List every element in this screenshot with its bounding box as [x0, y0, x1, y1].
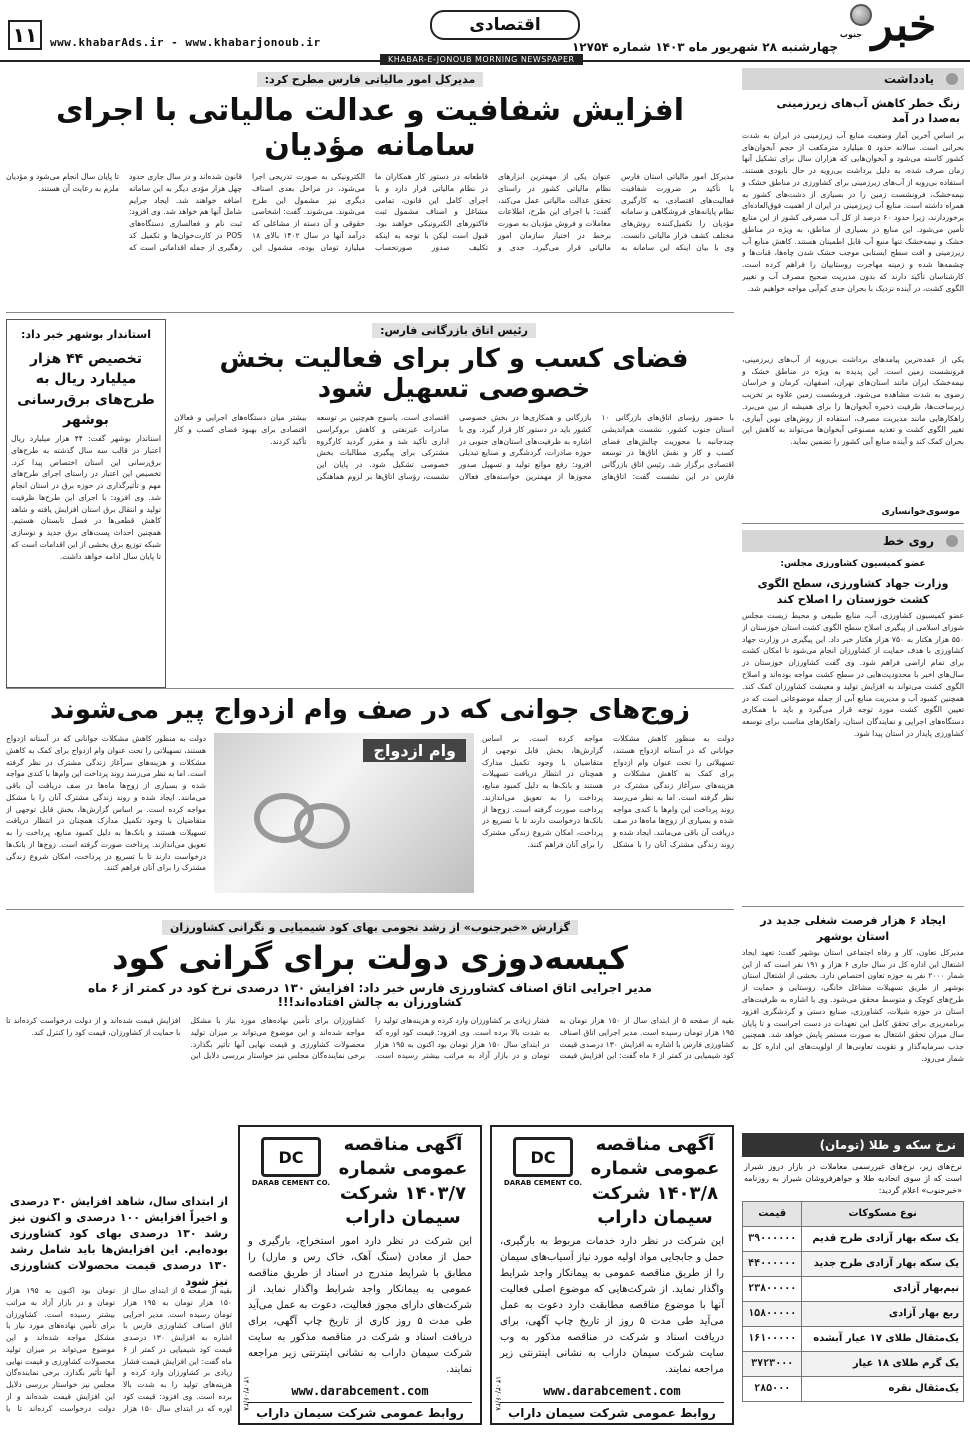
story4-body-continued [6, 1285, 232, 1425]
bushehr-title: تخصیص ۴۴ هزار میلیارد ریال به طرح‌های برق‌رسانی بوشهر [17, 350, 155, 428]
ad2-code: ۱۴۰۳/۰۶/۲۸ [242, 1376, 250, 1411]
yaddasht-title: زنگ خطر کاهش آب‌های زیرزمینی به‌صدا در آمد [776, 97, 960, 126]
masthead [0, 0, 970, 62]
yaddasht-author: موسوی‌خوانساری [881, 506, 960, 517]
price-value: ۱۵۸۰۰۰۰۰ [743, 1301, 802, 1326]
story4-headline: کیسه‌دوزی دولت برای گرانی کود [112, 939, 628, 977]
price-name: یک‌مثقال طلای ۱۷ عیار آبشده [802, 1326, 964, 1351]
logo-subtitle: جنوب [839, 30, 862, 39]
price-name: یک‌مثقال نقره [802, 1376, 964, 1401]
price-value: ۲۸۵۰۰۰ [743, 1376, 802, 1401]
dateline: چهارشنبه ۲۸ شهریور ماه ۱۴۰۳ شماره ۱۲۷۵۴ [571, 40, 838, 54]
story4-body-copy: بقیه از صفحه ۵ از ابتدای سال از ۱۵۰ هزار تومان به ۱۹۵ هزار تومان رسیده است. مدیر اجرایی اتاق اصناف کشاورزی فارس با اشاره به افزایش ۱۳۰ درصدی قیمت کود شیمیایی در کمتر از ۶ ماه گفت: این افزایش قیمت فشار زیادی بر کشاورزان وارد کرده و هزینه‌های تولید را به شدت بالا برده است. وی افزود: قیمت کود اوره که در ابتدای سال ۱۵۰ هزار تومان بود اکنون به ۱۹۵ هزار تومان و در بازار آزاد به مراتب بیشتر رسیده است. کشاورزان برای تأمین نهاده‌های مورد نیاز با مشکل مواجه شده‌اند و این موضوع می‌تواند بر میزان تولید محصولات کشاورزی و قیمت نهایی آنها تأثیر بگذارد. برخی نماینده‌گان مجلس نیز خواستار بررسی دلایل این افزایش قیمت شده‌اند و از دولت درخواست کرده‌اند تا با [6, 1286, 232, 1413]
ad2-body: این شرکت در نظر دارد امور استخراج، بارگیری و حمل از معادن (سنگ آهک، خاک رس و مارل) را مطابق با شرایط مندرج در اسناد از طریق مناقصه عمومی به پیمانکار واجد شرایط واگذار نماید. از شرکت‌های دارای مجوز فعالیت، دعوت به عمل می‌آید طی مدت ۵ روز کاری از تاریخ چاپ آگهی، برای دریافت اسناد و شرکت در مناقصه مذکور به سایت شرکت سیمان داراب به نشانی اینترنتی زیر مراجعه نمایند. [248, 1236, 473, 1376]
ad1-url[interactable]: www.darabcement.com [543, 1384, 681, 1399]
price-name: یک گرم طلای ۱۸ عیار [802, 1351, 964, 1376]
marriage-loan-photo [214, 733, 474, 893]
story3-body: دولت به منظور کاهش مشکلات جوانانی که در آستانه ازدواج هستند، تسهیلاتی را تحت عنوان وام ازدواج برای کمک به کاهش مشکلات و هزینه‌های سرآغاز زندگی مشترک در نظر گرفته است. اما به نظر می‌رسد روند پرداخت این وام‌ها با کندی مواجه شده و بسیاری از زوج‌ها ماه‌ها در صف دریافت آن باقی می‌مانند. ایجاد شده و روند زندگی مشترک آنان را با مشکل مواجه کرده است. بر اساس گزارش‌ها، بخش قابل توجهی از متقاضیان با وجود تکمیل مدارک همچنان در انتظار دریافت تسهیلات هستند و بانک‌ها به دلیل کمبود منابع، پرداخت را به تعویق می‌اندازند. پرداخت صورت گرفته است. زوج‌ها از بانک‌ها درخواست دارند تا با تسریع در پرداخت، امکان شروع زندگی مشترک را برای آنان فراهم کنند. [482, 734, 734, 849]
tender-ad-7 [238, 1125, 482, 1425]
divider [742, 906, 964, 907]
price-value: ۱۶۱۰۰۰۰۰ [743, 1326, 802, 1351]
price-value: ۳۹۰۰۰۰۰۰ [743, 1226, 802, 1251]
price-value: ۳۷۲۳۰۰۰ [743, 1351, 802, 1376]
ad2-footer: روابط عمومی شرکت سیمان داراب [248, 1402, 472, 1420]
tender-ad-8 [490, 1125, 734, 1425]
ring-icon [294, 803, 350, 849]
darab-cement-logo-icon: DC [261, 1137, 321, 1177]
story3-headline: زوج‌های جوانی که در صف وام ازدواج پیر می‌شوند [50, 695, 690, 725]
price-value: ۲۳۸۰۰۰۰۰ [743, 1276, 802, 1301]
darab-logo [500, 1137, 586, 1187]
table-row [743, 1226, 964, 1251]
story3-body-copy: دولت به منظور کاهش مشکلات جوانانی که در آستانه ازدواج هستند، تسهیلاتی را تحت عنوان وام ازدواج برای کمک به کاهش مشکلات و هزینه‌های سرآغاز زندگی مشترک در نظر گرفته است. اما به نظر می‌رسد روند پرداخت این وام‌ها با کندی مواجه شده و بسیاری از زوج‌ها ماه‌ها در صف دریافت آن باقی می‌مانند. ایجاد شده و روند زندگی مشترک آنان را با مشکل مواجه کرده است. بر اساس گزارش‌ها، بخش قابل توجهی از متقاضیان با وجود تکمیل مدارک همچنان در انتظار دریافت تسهیلات هستند و بانک‌ها به دلیل کمبود منابع، پرداخت را به تعویق می‌اندازند. پرداخت صورت گرفته است. زوج‌ها از بانک‌ها درخواست دارند تا با تسریع در پرداخت، امکان شروع زندگی مشترک را برای آنان فراهم کنند. [6, 734, 206, 873]
ad2-url[interactable]: www.darabcement.com [291, 1384, 429, 1399]
english-subtitle: KHABAR-E-JONOUB MORNING NEWSPAPER [380, 54, 583, 65]
website-urls[interactable]: www.khabarAds.ir - www.khabarjonoub.ir [50, 36, 321, 49]
news1-body: عضو کمیسیون کشاورزی، آب، منابع طبیعی و محیط زیست مجلس شورای اسلامی از پیگیری اصلاح سطح الگوی کشت استان خوزستان از ۵۵۰ هزار هکتار به ۷۵۰ هزار هکتار خبر داد. این پیگیری در وزارت جهاد کشاورزی با هدف حمایت از کشاورزان انجام می‌شود تا امکان کشت برای تمام اراضی فراهم شود. وی گفت کشاورزان خوزستان در سال‌های اخیر با محدودیت‌هایی در سطح کشت مواجه بوده‌اند و اصلاح الگوی کشت می‌تواند به افزایش تولید و معیشت کشاورزان کمک کند. همچنین کمبود آب و مدیریت منابع آبی از جمله موضوعاتی است که در تعیین الگوی کشت مورد توجه قرار می‌گیرد و باید با همکاری دستگاه‌های اجرایی و نمایندگان استان، راهکارهای مناسب برای توسعه کشاورزی پایدار در استان پیدا شود. [742, 611, 964, 738]
news2-body: مدیرکل تعاون، کار و رفاه اجتماعی استان بوشهر گفت: تعهد ایجاد اشتغال این اداره کل در سال جاری ۶ هزار و ۱۹۱ نفر است که از این شمار ۲۰۰۰ نفر به حوزه تعاون اختصاص دارد. بخشی از اشتغال استان بوشهر از طریق تسهیلات مشاغل خانگی، روستایی و حمایت از طرح‌های کوچک و متوسط محقق می‌شود. وی با اشاره به ظرفیت‌های استان در حوزه شیلات، کشاورزی، صنایع دستی و گردشگری افزود برنامه‌ریزی برای تحقق کامل این تعهدات در دست اجراست و تا پایان سال میزان تحقق اشتغال به صورت مستمر پایش خواهد شد. همچنین جذب سرمایه‌گذار و تقویت تعاونی‌ها از اولویت‌های این اداره کل به شمار می‌رود. [742, 947, 964, 1063]
price-name: ربع بهار آزادی [802, 1301, 964, 1326]
table-row [743, 1251, 964, 1276]
story4-kicker: گزارش «خبرجنوب» از رشد نجومی بهای کود شیمیایی و نگرانی کشاورزان [162, 920, 578, 935]
story1-kicker: مدیرکل امور مالیاتی فارس مطرح کرد: [257, 72, 484, 87]
main-column [6, 68, 734, 1135]
ad1-body: این شرکت در نظر دارد خدمات مربوط به بارگیری، حمل و جابجایی مواد اولیه مورد نیاز آسیاب‌های سیمان را از طریق مناقصه عمومی به پیمانکار واجد شرایط واگذار نماید. از شرکت‌هایی که موضوع اصلی فعالیت آنها با موضوع مناقصه مطابقت دارد دعوت به عمل می‌آید طی مدت ۵ روز از تاریخ چاپ آگهی، برای دریافت اسناد و شرکت در مناقصه مذکور به وب سایت شرکت سیمان داراب به نشانی اینترنتی زیر مراجعه نمایند. [500, 1236, 724, 1376]
box-bushehr [6, 319, 166, 688]
fertilizer-callout [6, 1190, 232, 1294]
price-name: نیم‌بهار آزادی [802, 1276, 964, 1301]
darab-logo-caption: DARAB CEMENT CO. [251, 1179, 331, 1187]
story4-body: بقیه از صفحه ۵ از ابتدای سال از ۱۵۰ هزار تومان به ۱۹۵ هزار تومان رسیده است. مدیر اجرایی اتاق اصناف کشاورزی فارس با اشاره به افزایش ۱۳۰ درصدی قیمت کود شیمیایی در کمتر از ۶ ماه گفت: این افزایش قیمت فشار زیادی بر کشاورزان وارد کرده و هزینه‌های تولید را به شدت بالا برده است. وی افزود: قیمت کود اوره که در ابتدای سال ۱۵۰ هزار تومان بود اکنون به ۱۹۵ هزار تومان و در بازار آزاد به مراتب بیشتر رسیده است. کشاورزان برای تأمین نهاده‌های مورد نیاز با مشکل مواجه شده‌اند و این موضوع می‌تواند بر میزان تولید محصولات کشاورزی و قیمت نهایی آنها تأثیر بگذارد. برخی نماینده‌گان مجلس نیز خواستار بررسی دلایل این افزایش قیمت شده‌اند و از دولت درخواست کرده‌اند تا با حمایت از کشاورزان، قیمت کود را کنترل کند. [6, 1016, 734, 1061]
ad2-title: آگهی مناقصه عمومی شماره ۱۴۰۳/۷ شرکت سیمان داراب [338, 1134, 468, 1228]
section-title: اقتصادی [430, 10, 580, 40]
price-name: یک سکه بهار آزادی طرح قدیم [802, 1226, 964, 1251]
story4-sub1: مدیر اجرایی اتاق اصناف کشاورزی فارس خبر داد: افزایش ۱۳۰ درصدی نرخ کود در کمتر از ۶ ماه [88, 981, 652, 995]
price-section-header: نرخ سکه و طلا (تومان) [742, 1133, 964, 1157]
ad1-code: ۱۴۰۳/۰۶/۲۸ [494, 1376, 502, 1411]
yaddasht-section-header: یادداشت [742, 68, 964, 90]
right-sidebar [742, 68, 964, 1428]
darab-cement-logo-icon: DC [513, 1137, 573, 1177]
table-row [743, 1351, 964, 1376]
price-name: یک سکه بهار آزادی طرح جدید [802, 1251, 964, 1276]
news1-title: وزارت جهاد کشاورزی، سطح الگوی کشت خوزستان را اصلاح کند [757, 577, 949, 606]
price-col-item: نوع مسکوکات [802, 1201, 964, 1226]
yaddasht-body-2: یکی از عمده‌ترین پیامدهای برداشت بی‌رویه از آب‌های زیرزمینی، فرونشست زمین است. این پدیده به ویژه در مناطق خشک و نیمه‌خشک ایران مانند استان‌های تهران، اصفهان، کرمان و خراسان رضوی به شدت مشاهده می‌شود. فرونشست زمین علاوه بر تخریب زیرساخت‌ها، ظرفیت ذخیره آبخوان‌ها را برای همیشه از بین می‌برد. راهکارهایی مانند مدیریت مصرف، استفاده از روش‌های نوین آبیاری، تغییر الگوی کشت و تغذیه مصنوعی آبخوان‌ها می‌تواند به کاهش این بحران کمک کند و آینده منابع آبی کشور را تضمین نماید. [742, 354, 964, 447]
story-tax [6, 68, 734, 313]
page-number: ۱۱ [8, 20, 42, 50]
price-value: ۴۴۰۰۰۰۰۰ [743, 1251, 802, 1276]
news1-kicker: عضو کمیسیون کشاورزی مجلس: [780, 558, 926, 569]
story1-headline: افزایش شفافیت و عدالت مالیاتی با اجرای سامانه مؤدیان [55, 93, 685, 163]
bushehr-kicker: استاندار بوشهر خبر داد: [21, 328, 151, 341]
bushehr-body: استاندار بوشهر گفت: ۴۴ هزار میلیارد ریال اعتبار در قالب سه سال گذشته به طرح‌های برق‌رسانی این استان اختصاص پیدا کرد. تخصیص این اعتبار در راستای اجرای طرح‌های مهم و تأثیرگذاری در حوزه برق در استان انجام شد. وی افزود: با اجرای این طرح‌ها ظرفیت تولید و انتقال برق استان افزایش یافته و شاهد کاهش قطعی‌ها در فصل تابستان هستیم. همچنین احداث پست‌های برق جدید و نوسازی شبکه توزیع برق بخشی از این اقدامات است که تا پایان سال ادامه خواهد داشت. [11, 434, 161, 561]
table-row [743, 1276, 964, 1301]
darab-logo [248, 1137, 334, 1187]
story-fertilizer [6, 916, 734, 1135]
photo-label: وام ازدواج [363, 739, 466, 762]
newspaper-logo: خبر [871, 0, 937, 51]
price-col-value: قیمت [743, 1201, 802, 1226]
story2-headline: فضای کسب و کار برای فعالیت بخش خصوصی تسهیل شود [219, 344, 689, 404]
ad1-footer: روابط عمومی شرکت سیمان داراب [500, 1402, 724, 1420]
table-row [743, 1301, 964, 1326]
story2-body: با حضور رؤسای اتاق‌های بازرگانی ۱۰ استان جنوب کشور، نشست هم‌اندیشی چندجانبه با محوریت چالش‌های فضای کسب و کار و نقش اتاق‌ها در توسعه اقتصادی برگزار شد. رئیس اتاق بازرگانی فارس در این نشست گفت: اتاق‌های بازرگانی و همکاری‌ها در بخش خصوصی کشور باید در دستور کار قرار گیرد. وی با اشاره به ظرفیت‌های استان‌های جنوبی در حوزه صادرات، گردشگری و صنایع تبدیلی افزود: رفع موانع تولید و تسهیل صدور مجوزها از مهمترین خواسته‌های فعالان اقتصادی است. یاسوج هم‌چنین بر توسعه صادرات غیرنفتی و کاهش بروکراسی اداری تأکید شد و مقرر گردید کارگروه مشترکی برای پیگیری مطالبات بخش خصوصی تشکیل شود. در پایان این نشست، رؤسای اتاق‌ها بر لزوم هماهنگی بیشتر میان دستگاه‌های اجرایی و فعالان اقتصادی برای بهبود فضای کسب و کار تأکید کردند. [174, 413, 734, 481]
yaddasht-body: بر اساس آخرین آمار وضعیت منابع آب زیرزمینی در ایران به شدت بحرانی است. سالانه حدود ۵ میلیارد مترمکعب از حجم آبخوان‌های کشور کاسته می‌شود و آبخوان‌هایی که هزاران سال برای تشکیل آنها زمان صرف شده، به دلیل برداشت بی‌رویه در حال نابودی هستند. استفاده بی‌رویه از آب‌های زیرزمینی برای کشاورزی در مناطق خشک و نیمه‌خشک، فرونشست زمین را در بسیاری از دشت‌های کشور به همراه داشته است. منابع آب زیرزمینی در ایران از اهمیت فوق‌العاده‌ای برخوردارند، زیرا حدود ۶۰ درصد از کل آب مصرفی کشور از این منابع تأمین می‌شود. این منابع در بسیاری از مناطق، به ویژه در مناطق خشک و نیمه‌خشک تنها منبع آب قابل اطمینان هستند. کاهش منابع آب زیرزمینی و افت سطح ایستابی موجب خشک شدن چاه‌ها، قنات‌ها و چشمه‌ها شده و زمینه مهاجرت روستاییان را فراهم کرده است. کارشناسان تأکید دارند که بدون مدیریت صحیح مصرف آب و تغییر الگوی کشت، در آینده نزدیک با بحران جدی کم‌آبی مواجه خواهیم شد. [742, 130, 964, 293]
news2-title: ایجاد ۶ هزار فرصت شغلی جدید در استان بوشهر [760, 914, 946, 943]
price-table [742, 1201, 964, 1402]
table-row [743, 1376, 964, 1401]
story-marriage-loan [6, 695, 734, 910]
divider [742, 523, 964, 524]
story3-body-continued [6, 733, 206, 893]
darab-logo-caption: DARAB CEMENT CO. [503, 1179, 583, 1187]
story1-body: مدیرکل امور مالیاتی استان فارس با تأکید بر ضرورت شفافیت فعالیت‌های اقتصادی، به کارگیری نظام پایانه‌های فروشگاهی و سامانه مؤدیان را تکمیل‌کننده روش‌های مختلف کشف فرار مالیاتی دانست. وی با بیان اینکه این سامانه به عنوان یکی از مهمترین ابزارهای نظام مالیاتی کشور در راستای تحقق عدالت مالیاتی عمل می‌کند، گفت: با اجرای این طرح، اطلاعات معاملات و فروش مؤدیان به صورت برخط در اختیار سازمان امور مالیاتی قرار می‌گیرد. جدی و قاطعانه در دستور کار همکاران ما در نظام مالیاتی قرار دارد و با اجرای کامل این قانون، تمامی مشاغل و اصناف مشمول ثبت فاکتورهای الکترونیکی خواهند بود. قبول است لیکن با توجه به اینکه تکلیف صدور صورتحساب الکترونیکی به صورت تدریجی اجرا می‌شود، در مراحل بعدی اصناف دیگری نیز مشمول این طرح می‌شوند. می‌شوند. گفت: اشخاصی حقوقی و آن دسته از مشاغلی که درآمد آنها در سال ۱۴۰۲ بالای ۱۸ میلیارد تومان بوده، مشمول این قانون شده‌اند و در سال جاری حدود چهل هزار مؤدی دیگر به این سامانه اضافه خواهند شد. ایجاد جرایم شامل آنها هم خواهد شد. وی افزود: ثبت نام و فعالسازی دستگاه‌های POS در کارت‌خوان‌ها و تکمیل کد رهگیری از جمله اقداماتی است که تا پایان سال انجام می‌شود و مؤدیان ملزم به رعایت آن هستند. [6, 172, 734, 252]
price-intro: نرخ‌های زیر، نرخ‌های غیررسمی معاملات در بازار دروز شیراز است که از سوی اتحادیه طلا و جواهرفروشان شیراز به روزنامه «خبرجنوب» اعلام گردید: [744, 1161, 962, 1195]
callout-text: از ابتدای سال، شاهد افزایش ۳۰ درصدی و اخیراً افزایش ۱۰۰ درصدی و اکنون نیز رشد ۱۳۰ درصدی بهای کود کشاورزی بوده‌ایم. این افزایش‌ها باید شامل رشد ۱۳۰ درصدی قیمت محصولات کشاورزی نیز شود [10, 1195, 229, 1288]
story4-sub2: کشاورزان به چالش افتاده‌اند!!! [277, 995, 463, 1009]
table-row [743, 1326, 964, 1351]
ad1-title: آگهی مناقصه عمومی شماره ۱۴۰۳/۸ شرکت سیمان داراب [590, 1134, 720, 1228]
story2-kicker: رئیس اتاق بازرگانی فارس: [372, 323, 536, 338]
story-chamber [174, 319, 734, 688]
rooye-khat-section-header: روی خط [742, 530, 964, 552]
